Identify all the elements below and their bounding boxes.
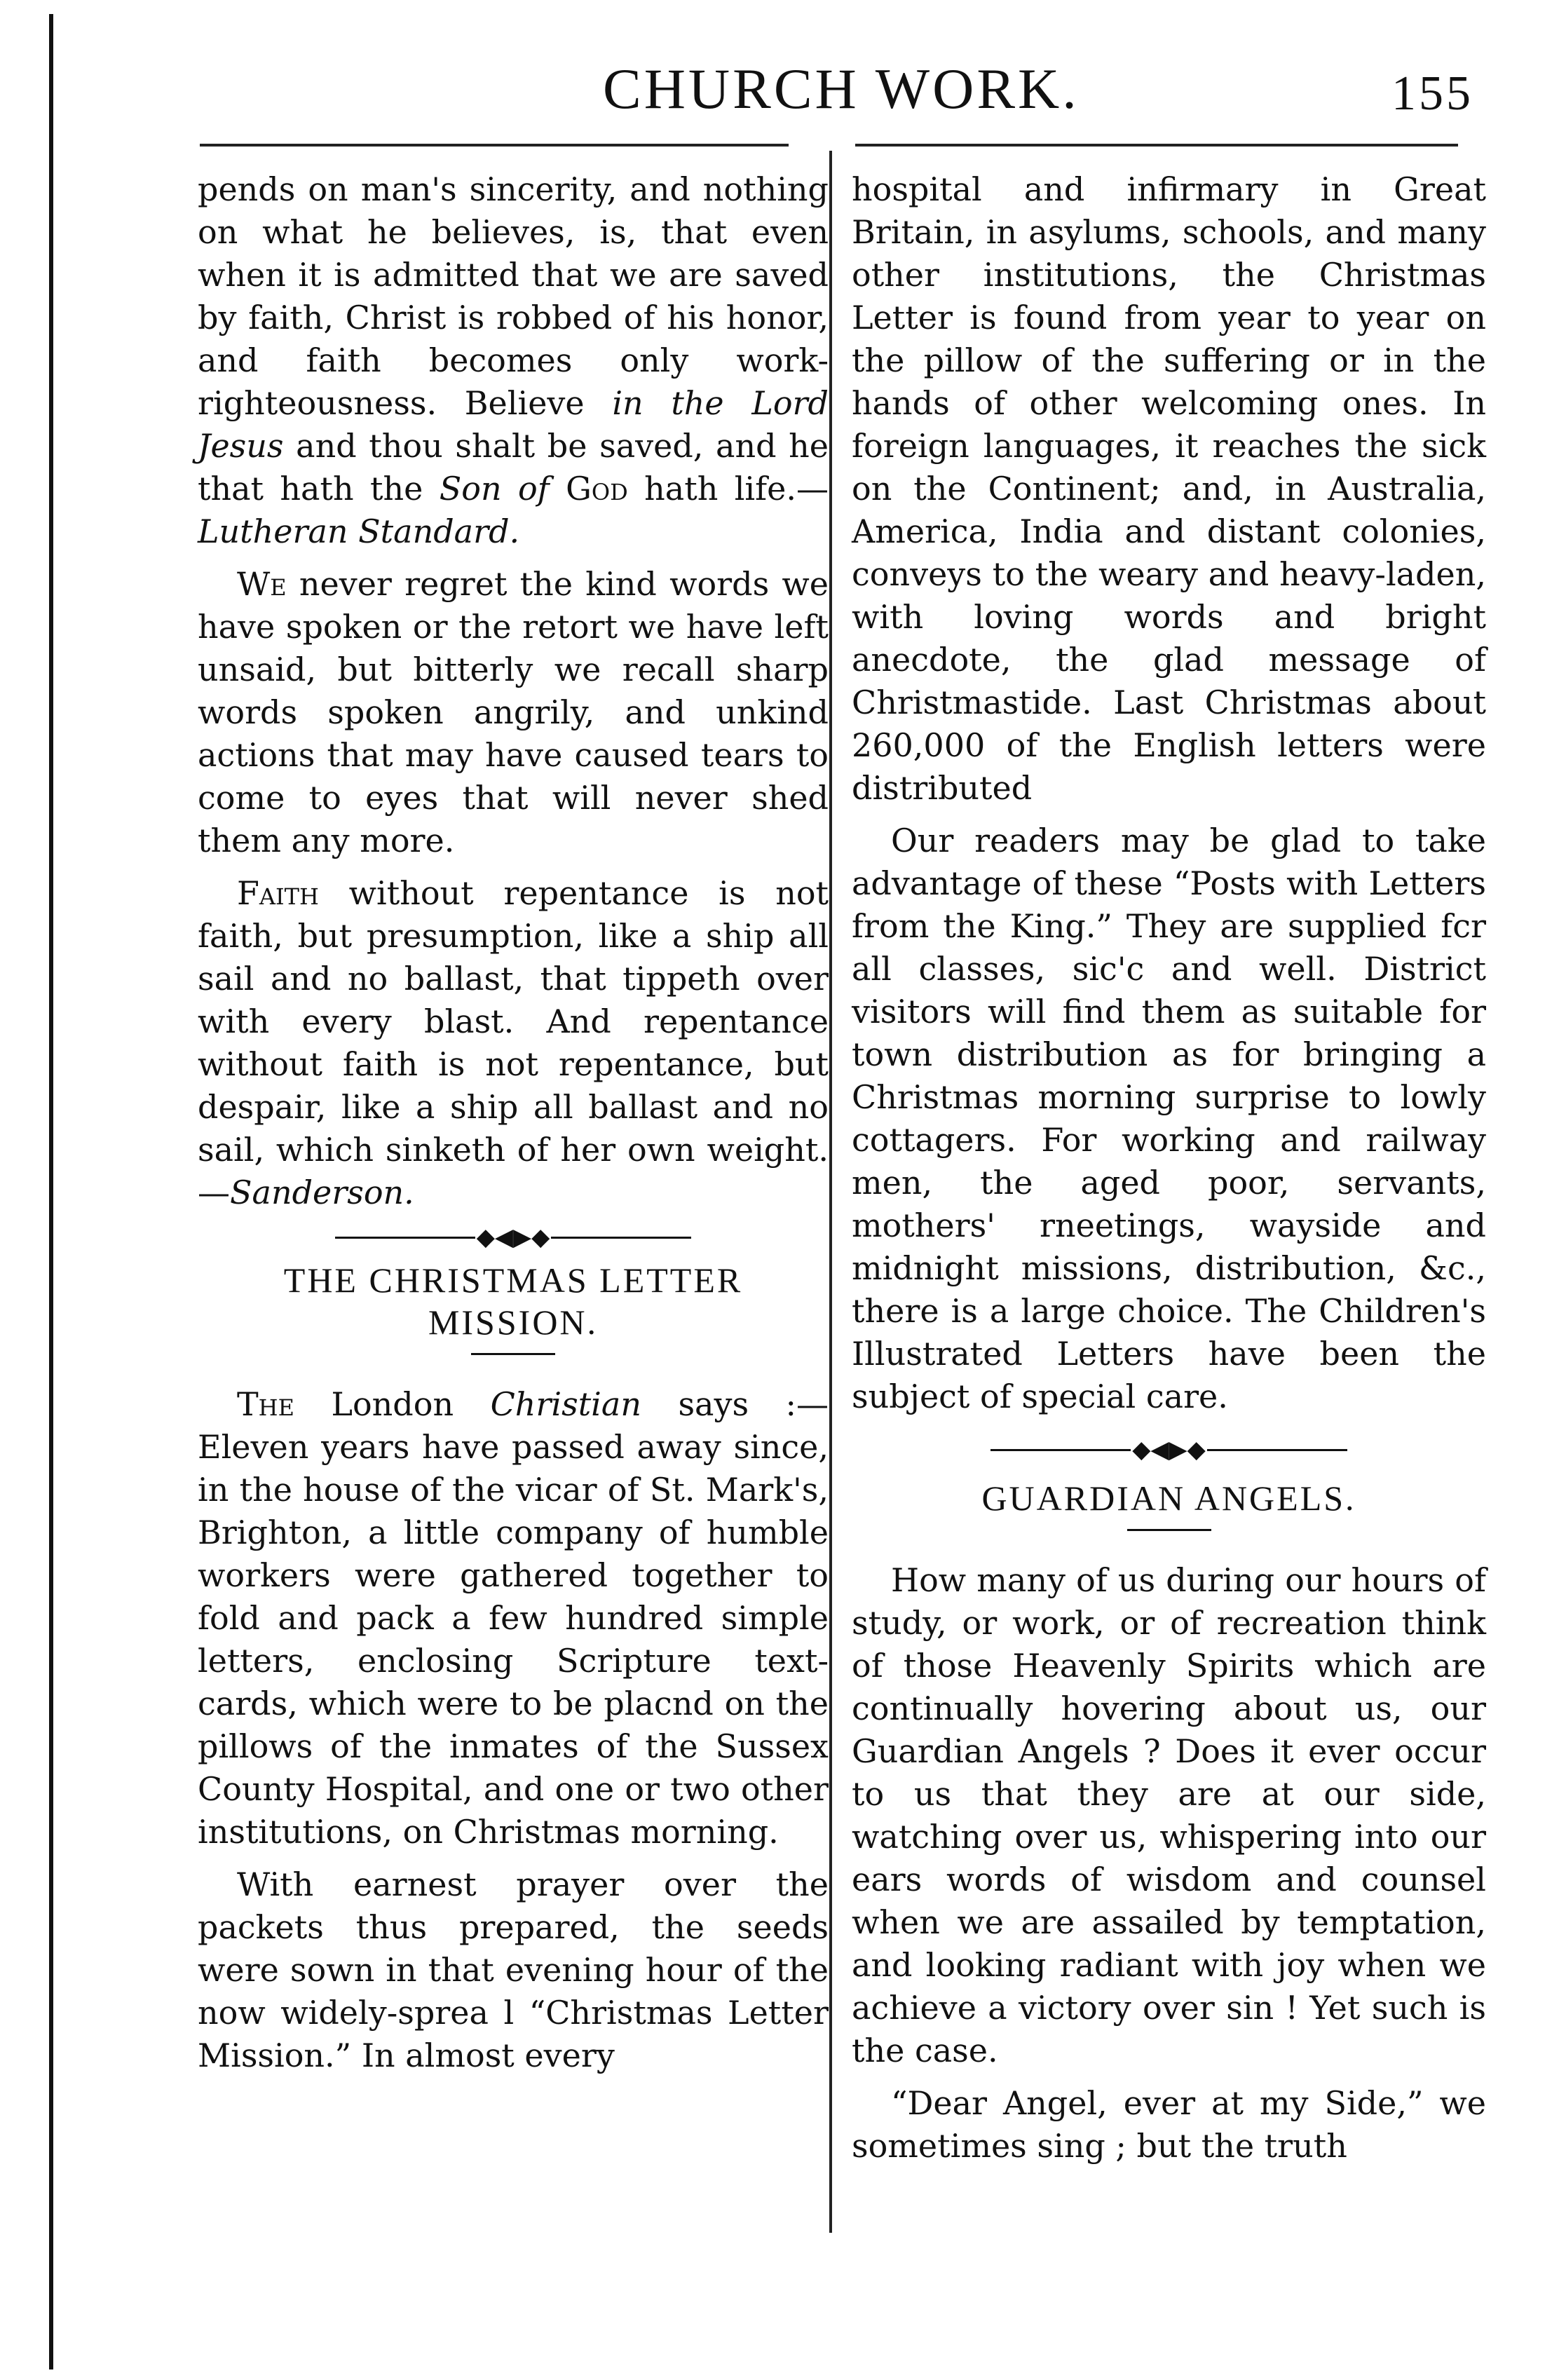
ornament-line [1207,1449,1347,1451]
left-column [198,168,829,2077]
page-header [0,56,1559,133]
italic-phrase: Christian [490,1385,641,1423]
small-caps-word: God [566,470,628,508]
right-column [852,168,1486,2168]
page-number: 155 [1391,67,1473,121]
paragraph-text: hath life.— [644,470,829,508]
paragraph-text: “Dear Angel, ever at my Side,” we sometimes sing ; but the truth [852,2084,1486,2165]
lead-word: Faith [237,874,319,912]
paragraph-hospital [852,168,1486,810]
section-ornament [198,1220,829,1255]
section-ornament [852,1432,1486,1467]
header-rule-left [200,144,789,147]
italic-phrase: in the Lord Jesus [198,384,829,465]
paragraph-text: pends on man's sincerity, and nothing on what he believes, is, that even when it is admitted that we are saved by faith, Christ is robbed of his honor, and faith becomes only work-righteousness. Believe [198,170,829,422]
heading-rule [1127,1529,1211,1531]
paragraph-text: never regret the kind words we have spoken or the retort we have left unsaid, but bitterly we recall sharp words spoken angrily, and unkind actions that may have caused tears to come to eyes that will never shed them any more. [198,565,829,859]
page-edge-rule [49,14,53,2369]
paragraph-kind-words [198,563,829,862]
ornament-icon: ◆◀▶◆ [1132,1436,1206,1464]
ornament-line [551,1237,691,1239]
column-divider [829,151,832,2233]
lead-word: We [237,565,287,603]
paragraph-text: With earnest prayer over the packets thus prepared, the seeds were sown in that evening hour of the now widely-sprea l “Christmas Letter Mission.” In almost every [198,1865,829,2074]
ornament-line [990,1449,1131,1451]
paragraph-faith-repentance [198,872,829,1214]
paragraph-text: hospital and infirmary in Great Britain, in asylums, schools, and many other institutions, the Christmas Letter is found from year to year on the pillow of the suffering or in the hands of other welcoming ones. In foreign languages, it reaches the sick on the Continent; and, in Australia, America, India and distant colonies, conveys to the weary and heavy-laden, with loving words and bright anecdote, the glad message of Christmastide. Last Christmas about 260,000 of the English letters were distributed [852,170,1486,807]
ornament-line [335,1237,475,1239]
ornament-icon: ◆◀▶◆ [476,1223,550,1251]
paragraph-earnest-prayer [198,1863,829,2077]
italic-phrase: Son of [439,470,550,508]
section-heading: THE CHRISTMAS LETTER MISSION. [283,1260,743,1342]
paragraph-text: London [331,1385,454,1423]
paragraph-london-christian [198,1383,829,1854]
paragraph-text: says :— Eleven years have passed away since, in the house of the vicar of St. Mark's, Brighton, a little company of humble workers were gathered together to fold and pack a few hundred simple letters, enclosing Scripture text-cards, which were to be placnd on the pillows of the inmates of the Sussex County Hospital, and one or two other institutions, on Christmas morning. [198,1385,829,1851]
paragraph-readers [852,820,1486,1418]
lead-word: The [237,1385,294,1423]
header-rule-right [855,144,1458,147]
source-attribution: Lutheran Standard. [198,512,520,550]
paragraph-text: and thou shalt be saved, and he that hath the [198,427,829,508]
paragraph-guardian-angels [852,1559,1486,2072]
paragraph-sincerity [198,168,829,553]
paragraph-text: Our readers may be glad to take advantage of these “Posts with Letters from the King.” They are supplied fcr all classes, sic'c and well. District visitors will find them as suitable for town distribution as for bringing a Christmas morning surprise to lowly cottagers. For working and railway men, the aged poor, servants, mothers' rneetings, wayside and midnight missions, distribution, &c., there is a large choice. The Children's Illustrated Letters have been the subject of special care. [852,822,1486,1415]
paragraph-dear-angel [852,2082,1486,2168]
source-attribution: Sanderson. [230,1174,414,1211]
section-heading: GUARDIAN ANGELS. [981,1478,1356,1518]
heading-rule [471,1353,555,1355]
running-head: CHURCH WORK. [603,57,1080,121]
paragraph-text: without repentance is not faith, but presumption, like a ship all sail and no ballast, that tippeth over with every blast. And repentance without faith is not repentance, but despair, like a ship all ballast and no sail, which sinketh of her own weight.— [198,874,829,1211]
paragraph-text: How many of us during our hours of study, or work, or of recreation think of those Heavenly Spirits which are continually hovering about us, our Guardian Angels ? Does it ever occur to us that they are at our side, watching over us, whispering into our ears words of wisdom and counsel when we are assailed by temptation, and looking radiant with joy when we achieve a victory over sin ! Yet such is the case. [852,1561,1486,2069]
